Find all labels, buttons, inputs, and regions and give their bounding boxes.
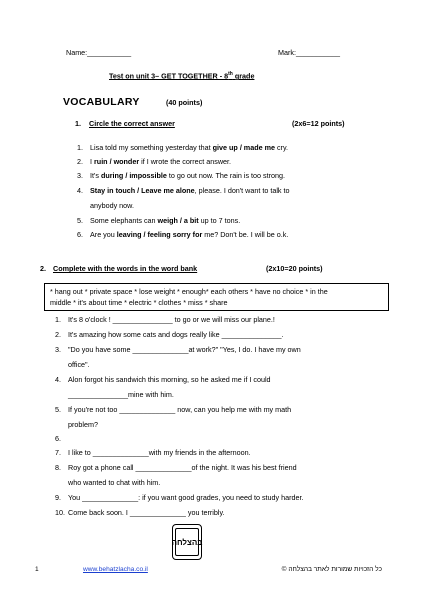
section2-item-number: 6. — [55, 434, 61, 443]
vocabulary-points: (40 points) — [166, 98, 203, 107]
mark-field — [278, 48, 340, 57]
website-link[interactable]: www.behatzlacha.co.il — [83, 566, 148, 573]
section2-item-number: 8. — [55, 463, 61, 472]
name-field — [66, 48, 131, 57]
section2-item — [55, 420, 98, 429]
section2-item-number: 7. — [55, 448, 61, 457]
test-title-end: grade — [232, 71, 255, 81]
section1-item-text-end: to go out now. The rain is too strong. — [166, 171, 286, 180]
section1-item — [77, 157, 231, 166]
section2-item-text: who wanted to chat with him. — [68, 478, 161, 487]
mark-line: ___________ — [295, 48, 340, 57]
section2-item-number: 3. — [55, 345, 61, 354]
section1-item-text: Lisa told my something yesterday that — [90, 143, 213, 152]
section2-item — [55, 360, 90, 369]
section2-item-number: 4. — [55, 375, 61, 384]
section1-item-text: Are you — [90, 230, 117, 239]
section2-item — [55, 375, 271, 384]
section2-item — [55, 405, 291, 414]
section2-points: (2x10=20 points) — [266, 264, 323, 273]
section1-item-options[interactable]: ruin / wonder — [94, 157, 140, 166]
section1-item-number: 6. — [77, 230, 83, 239]
logo-text: בהצלחה — [175, 528, 199, 556]
section1-item-number: 1. — [77, 143, 83, 152]
section2-item-text: office". — [68, 360, 90, 369]
section2-item — [55, 434, 68, 443]
section1-item-text-end: if I wrote the correct answer. — [139, 157, 232, 166]
section1-item-text-end: me? Don't be. I will be o.k. — [202, 230, 289, 239]
name-line: ___________ — [87, 48, 132, 57]
section1-item-number: 2. — [77, 157, 83, 166]
mark-label: Mark: — [278, 48, 296, 57]
section2-item-text: It's amazing how some cats and dogs really like _______________. — [68, 330, 284, 339]
section1-item-number: 3. — [77, 171, 83, 180]
section2-item — [55, 330, 284, 339]
section1-item — [77, 143, 288, 152]
section2-item — [55, 345, 301, 354]
page-number: 1 — [35, 566, 39, 573]
section2-item — [55, 390, 174, 399]
section2-title: Complete with the words in the word bank — [53, 264, 198, 273]
section2-number: 2. — [40, 264, 46, 273]
section2-item-number: 2. — [55, 330, 61, 339]
section1-item-text-end: , please. I don't want to talk to — [194, 186, 290, 195]
section1-item — [77, 201, 134, 210]
section1-item — [77, 171, 285, 180]
vocabulary-heading: VOCABULARY — [63, 96, 140, 108]
section1-item-options[interactable]: weigh / a bit — [157, 216, 199, 225]
section2-item-text: Alon forgot his sandwich this morning, so he asked me if I could — [68, 375, 271, 384]
section1-title: Circle the correct answer — [89, 119, 175, 128]
section2-item — [55, 493, 304, 502]
section2-item-number: 5. — [55, 405, 61, 414]
section1-points: (2x6=12 points) — [292, 119, 345, 128]
section2-item — [55, 463, 297, 472]
word-bank-line-2: middle * it's about time * electric * clothes * miss * share — [50, 298, 228, 307]
section2-item-text: If you're not too ______________ now, can you help me with my math — [68, 405, 292, 414]
section2-item-text: You ______________: if you want good grades, you need to study harder. — [68, 493, 304, 502]
section1-item-text-end: up to 7 tons. — [198, 216, 241, 225]
section2-item-number: 1. — [55, 315, 61, 324]
behatzlacha-logo — [172, 524, 202, 560]
word-bank — [44, 283, 389, 311]
section1-item-text: Some elephants can — [90, 216, 158, 225]
section2-item-text: _______________mine with him. — [68, 390, 174, 399]
section1-item-text: It's — [90, 171, 101, 180]
section2-item-text: Roy got a phone call ______________of the night. It was his best friend — [68, 463, 297, 472]
section1-item-number: 4. — [77, 186, 83, 195]
name-label: Name: — [66, 48, 88, 57]
section2-item — [55, 508, 225, 517]
copyright-notice: כל הזכויות שמורות לאתר בהצלחה © — [281, 566, 382, 573]
section2-item-text: problem? — [68, 420, 98, 429]
test-title — [109, 70, 254, 80]
section2-item-text: It's 8 o'clock ! _______________ to go or we will miss our plane.! — [68, 315, 275, 324]
section2-item — [55, 315, 275, 324]
section2-item-number: 9. — [55, 493, 61, 502]
section1-item — [77, 230, 288, 239]
section1-item-text-end: cry. — [274, 143, 289, 152]
test-title-sup: th — [228, 71, 233, 77]
section1-item-text: anybody now. — [90, 201, 134, 210]
section1-number: 1. — [75, 119, 81, 128]
section1-item — [77, 186, 290, 195]
section2-item-text: "Do you have some ______________at work?" "Yes, I do. I have my own — [68, 345, 301, 354]
section1-item-options[interactable]: during / impossible — [100, 171, 167, 180]
section1-item — [77, 216, 240, 225]
section1-item-options[interactable]: Stay in touch / Leave me alone — [90, 186, 195, 195]
section2-item-text: Come back soon. I ______________ you terribly. — [68, 508, 225, 517]
test-title-main: Test on unit 3– GET TOGETHER - 8 — [109, 71, 229, 81]
section1-item-number: 5. — [77, 216, 83, 225]
section1-item-options[interactable]: leaving / feeling sorry for — [116, 230, 203, 239]
section1-item-options[interactable]: give up / made me — [212, 143, 275, 152]
section1-item-text: I — [90, 157, 94, 166]
section2-item — [55, 448, 251, 457]
section2-item — [55, 478, 160, 487]
section2-item-text: I like to ______________with my friends in the afternoon. — [68, 448, 251, 457]
word-bank-line-1: * hang out * private space * lose weight * enough* each others * have no choice * in the — [50, 287, 328, 296]
section2-item-number: 10. — [55, 508, 65, 517]
